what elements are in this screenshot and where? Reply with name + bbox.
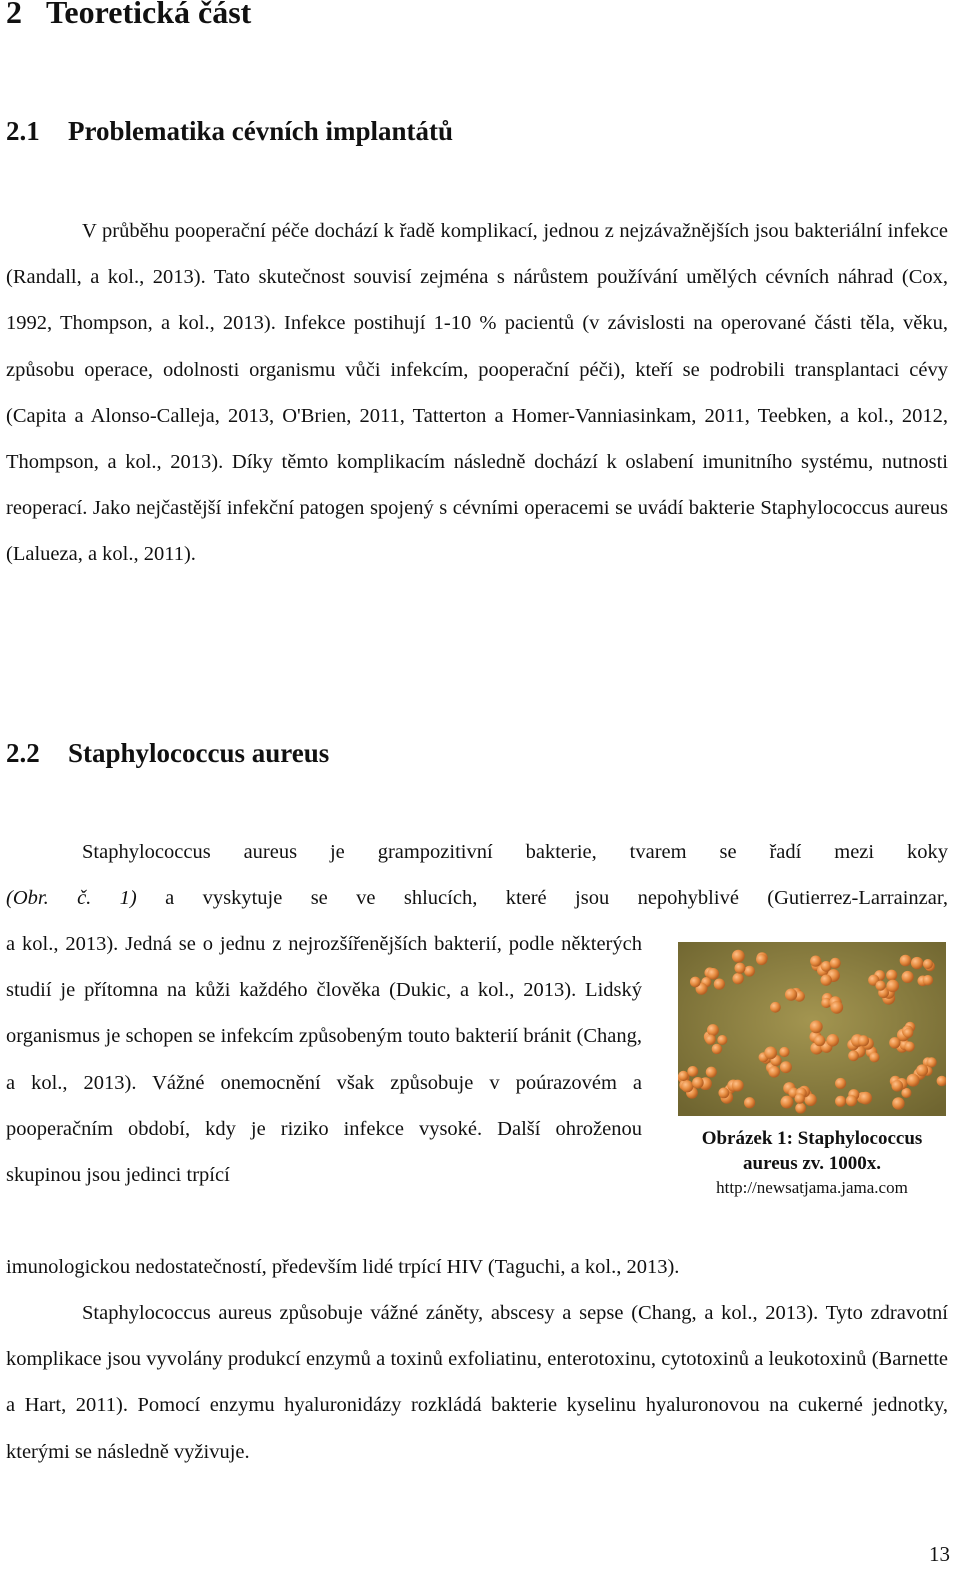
coccus-cell [779, 1047, 789, 1057]
coccus-cell [785, 989, 797, 1001]
coccus-cell [690, 977, 701, 988]
coccus-cell [692, 1077, 704, 1089]
coccus-cell [869, 1052, 879, 1062]
coccus-cell [830, 958, 841, 969]
coccus-cell [859, 1092, 872, 1105]
paragraph-staph-line2-text: a vyskytuje se ve shlucích, které jsou nepohyblivé (Gutierrez-Larrainzar, [136, 887, 948, 909]
coccus-cell [916, 1064, 928, 1076]
figure-staphylococcus [676, 942, 948, 1200]
paragraph-staph-line2 [6, 875, 948, 921]
coccus-cell [903, 1028, 913, 1038]
coccus-cell [781, 1096, 794, 1109]
coccus-cell [846, 1095, 857, 1106]
coccus-cell [830, 1001, 843, 1014]
caption-line-2: aureus zv. 1000x. [743, 1153, 881, 1174]
coccus-cell [904, 1041, 914, 1051]
coccus-cell [858, 1035, 869, 1046]
coccus-cell [687, 1066, 698, 1077]
coccus-cell [891, 1080, 903, 1092]
coccus-cell [734, 963, 745, 974]
coccus-cell [706, 1067, 717, 1078]
paragraph-staph-tail: imunologickou nedostatečností, především lidé trpící HIV (Taguchi, a kol., 2013). [6, 1256, 680, 1278]
coccus-cell [826, 1034, 838, 1046]
coccus-cell [810, 1020, 823, 1033]
coccus-cell [820, 974, 831, 985]
coccus-cell [911, 957, 923, 969]
coccus-cell [835, 1096, 846, 1107]
page-number: 13 [929, 1542, 950, 1566]
coccus-cell [900, 955, 912, 967]
coccus-cell [756, 954, 767, 965]
coccus-cell [848, 1050, 859, 1061]
coccus-cell [795, 1093, 805, 1103]
paragraph-toxins: Staphylococcus aureus způsobuje vážné záněty, abscesy a sepse (Chang, a kol., 2013). Tyto zdravotní komplikace jsou vyvolány produkcí enzymů a toxinů exfoliatinu, enterotoxinu, cytotoxinů a leukotoxinů (Barnette a Hart, 2011). Pomocí enzymu hyaluronidázy rozkládá bakterie kyselinu hyaluronovou na cukerné jednotky, kterými se následně vyživuje. [6, 1302, 948, 1463]
coccus-cell [886, 970, 897, 981]
coccus-cell [875, 980, 885, 990]
coccus-cell [835, 1078, 846, 1089]
coccus-cell [768, 1066, 780, 1078]
chapter-number: 2 [6, 0, 22, 30]
coccus-cell [744, 1097, 755, 1108]
coccus-cell [678, 1071, 688, 1081]
coccus-cell [712, 1044, 722, 1054]
coccus-cell [732, 973, 743, 984]
figure-source: http://newsatjama.jama.com [716, 1178, 908, 1197]
figure-reference: (Obr. č. 1) [6, 887, 137, 909]
coccus-cell [923, 959, 933, 969]
section-number: 2.1 [6, 116, 40, 146]
coccus-cell [795, 1103, 806, 1114]
coccus-cell [705, 1035, 715, 1045]
coccus-cell [707, 1024, 719, 1036]
coccus-cell [681, 1080, 693, 1092]
coccus-cell [780, 1061, 792, 1073]
coccus-cell [744, 966, 755, 977]
coccus-cell [764, 1047, 777, 1060]
chapter-heading [6, 0, 251, 31]
staphylococcus-micrograph [678, 942, 946, 1116]
coccus-cell [923, 975, 933, 985]
paragraph-staph-line1: Staphylococcus aureus je grampozitivní bakterie, tvarem se řadí mezi koky [82, 841, 948, 863]
coccus-cell [718, 1087, 729, 1098]
coccus-cell [902, 971, 914, 983]
coccus-cell [732, 1080, 744, 1092]
coccus-cell [732, 950, 745, 963]
section-title: Problematika cévních implantátů [68, 116, 454, 146]
section-heading-2-2 [6, 738, 329, 769]
coccus-cell [814, 1035, 825, 1046]
chapter-title: Teoretická část [46, 0, 252, 30]
coccus-cell [889, 1037, 900, 1048]
coccus-cell [926, 1057, 936, 1067]
coccus-cell [901, 1088, 911, 1098]
coccus-cell [714, 979, 725, 990]
section-title: Staphylococcus aureus [68, 738, 330, 768]
coccus-cell [886, 980, 899, 993]
coccus-cell [892, 1097, 904, 1109]
coccus-cell [717, 1035, 727, 1045]
section-heading-2-1 [6, 116, 453, 147]
paragraph-implants: V průběhu pooperační péče dochází k řadě komplikací, jednou z nejzávažnějších jsou bakteriální infekce (Randall, a kol., 2013). Tato skutečnost souvisí zejména s nárůstem používání umělých cévních náhrad (Cox, 1992, Thompson, a kol., 2013). Infekce postihují 1-10 % pacientů (v závislosti na operované části těla, věku, způsobu operace, odolnosti organismu vůči infekcím, pooperační péči), kteří se podrobili transplantaci cévy (Capita a Alonso-Calleja, 2013, O'Brien, 2011, Tatterton a Homer-Vanniasinkam, 2011, Teebken, a kol., 2012, Thompson, a kol., 2013). Díky těmto komplikacím následně dochází k oslabení imunitního systému, nutnosti reoperací. Jako nejčastější infekční patogen spojený s cévními operacemi se uvádí bakterie Staphylococcus aureus (Lalueza, a kol., 2011). [6, 220, 948, 566]
coccus-cell [707, 968, 719, 980]
figure-caption [676, 1126, 948, 1176]
coccus-cell [810, 956, 821, 967]
section-number: 2.2 [6, 738, 40, 768]
coccus-cell [907, 1074, 920, 1087]
caption-line-1: Obrázek 1: Staphylococcus [701, 1128, 923, 1149]
coccus-cell [770, 1002, 781, 1013]
paragraph-staph-wrapped: a kol., 2013). Jedná se o jednu z nejrozšířenějších bakterií, podle některých studií je přítomna na kůži každého člověka (Dukic, a kol., 2013). Lidský organismus je schopen se infekcím způsobeným touto bakterií bránit (Chang, a kol., 2013). Vážné onemocnění však způsobuje v poúrazovém a pooperačním období, kdy je riziko infekce vysoké. Další ohroženou skupinou jsou jedinci trpící [6, 933, 642, 1187]
